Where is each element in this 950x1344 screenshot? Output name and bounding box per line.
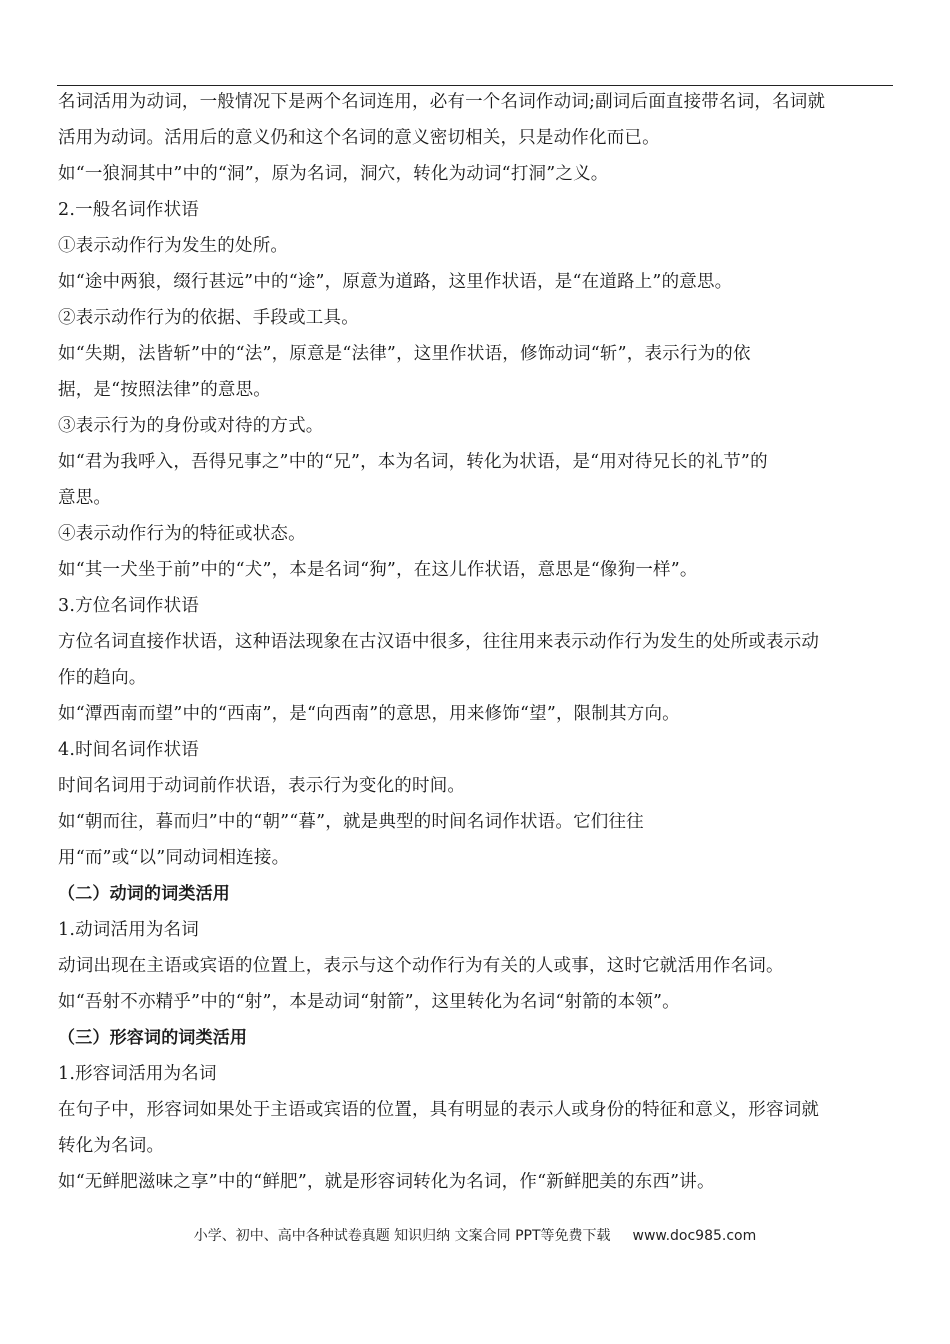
paragraph-line: ④表示动作行为的特征或状态。 [58, 524, 306, 544]
paragraph-line: ②表示动作行为的依据、手段或工具。 [58, 308, 359, 328]
paragraph-line: 如“潭西南而望”中的“西南”，是“向西南”的意思，用来修饰“望”，限制其方向。 [58, 704, 680, 724]
footer-url-link[interactable]: www.doc985.com [632, 1228, 757, 1244]
paragraph-line: 如“失期，法皆斩”中的“法”，原意是“法律”，这里作状语，修饰动词“斩”，表示行为的依 [58, 344, 751, 364]
paragraph-line: ③表示行为的身份或对待的方式。 [58, 416, 324, 436]
paragraph-line: 活用为动词。活用后的意义仍和这个名词的意义密切相关，只是动作化而已。 [58, 128, 660, 148]
paragraph-line: 如“君为我呼入，吾得兄事之”中的“兄”，本为名词，转化为状语，是“用对待兄长的礼节”的 [58, 452, 768, 472]
paragraph-line: 如“途中两狼，缀行甚远”中的“途”，原意为道路，这里作状语，是“在道路上”的意思。 [58, 272, 733, 292]
paragraph-line: 转化为名词。 [58, 1136, 165, 1156]
paragraph-line: 意思。 [58, 488, 112, 508]
paragraph-line: 动词出现在主语或宾语的位置上，表示与这个动作行为有关的人或事，这时它就活用作名词。 [58, 956, 784, 976]
footer-text: 小学、初中、高中各种试卷真题 知识归纳 文案合同 PPT等免费下载 [193, 1228, 611, 1244]
section-heading: （三）形容词的词类活用 [58, 1028, 248, 1048]
paragraph-line: 如“吾射不亦精乎”中的“射”，本是动词“射箭”，这里转化为名词“射箭的本领”。 [58, 992, 680, 1012]
paragraph-line: 如“其一犬坐于前”中的“犬”，本是名词“狗”，在这儿作状语，意思是“像狗一样”。 [58, 560, 698, 580]
paragraph-line: 用“而”或“以”同动词相连接。 [58, 848, 290, 868]
subsection-heading: 4.时间名词作状语 [58, 740, 199, 760]
subsection-heading: 1.形容词活用为名词 [58, 1064, 217, 1084]
paragraph-line: 如“朝而往，暮而归”中的“朝”“暮”，就是典型的时间名词作状语。它们往往 [58, 812, 644, 832]
subsection-heading: 1.动词活用为名词 [58, 920, 199, 940]
subsection-heading: 2.一般名词作状语 [58, 200, 199, 220]
paragraph-line: ①表示动作行为发生的处所。 [58, 236, 289, 256]
subsection-heading: 3.方位名词作状语 [58, 596, 199, 616]
document-body [58, 84, 894, 1200]
section-heading: （二）动词的词类活用 [58, 884, 230, 904]
page-footer [0, 1225, 950, 1247]
paragraph-line: 方位名词直接作状语，这种语法现象在古汉语中很多，往往用来表示动作行为发生的处所或表示动 [58, 632, 820, 652]
paragraph-line: 如“一狼洞其中”中的“洞”，原为名词，洞穴，转化为动词“打洞”之义。 [58, 164, 609, 184]
paragraph-line: 据，是“按照法律”的意思。 [58, 380, 271, 400]
paragraph-line: 作的趋向。 [58, 668, 147, 688]
paragraph-line: 在句子中，形容词如果处于主语或宾语的位置，具有明显的表示人或身份的特征和意义，形容词就 [58, 1100, 820, 1120]
paragraph-line: 名词活用为动词，一般情况下是两个名词连用，必有一个名词作动词;副词后面直接带名词，名词就 [58, 92, 826, 112]
paragraph-line: 如“无鲜肥滋味之享”中的“鲜肥”，就是形容词转化为名词，作“新鲜肥美的东西”讲。 [58, 1172, 715, 1192]
paragraph-line: 时间名词用于动词前作状语，表示行为变化的时间。 [58, 776, 466, 796]
